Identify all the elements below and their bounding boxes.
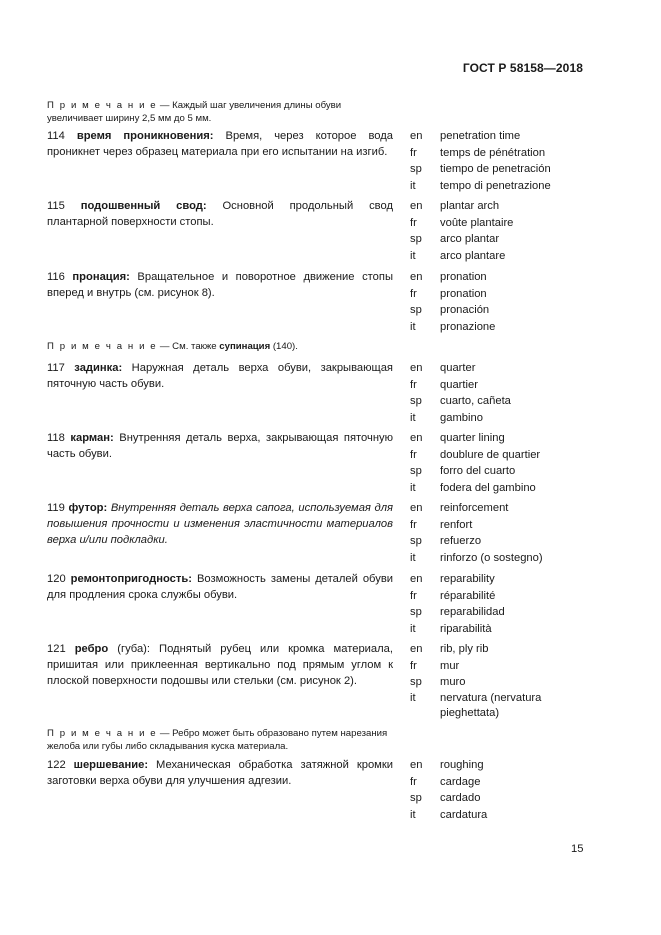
translation-row [410, 360, 580, 377]
translation-term: mur [440, 659, 460, 672]
entry-definition: Внутренняя деталь верха, закрывающая пяточную часть обуви. [47, 432, 393, 460]
translation-row [410, 198, 580, 215]
translation-term: reparability [440, 573, 495, 585]
lang-code: sp [410, 676, 422, 689]
entry-definition: Внутренняя деталь верха сапога, используемая для повышения прочности и изменения эластичности материалов верха и/или подкладки. [47, 502, 394, 546]
translation-row [410, 674, 580, 691]
lang-code: en [410, 130, 423, 142]
note-label: П р и м е ч а н и е [47, 728, 158, 739]
translations-119 [410, 500, 580, 566]
translations-120 [410, 571, 580, 637]
translation-row [410, 248, 580, 265]
term-entry-115 [47, 198, 393, 230]
translations-117 [410, 360, 580, 426]
translation-term: tiempo de penetración [440, 163, 551, 176]
translations-116 [410, 269, 580, 335]
translation-row [410, 410, 580, 427]
translation-row [410, 517, 580, 534]
translation-term: tempo di penetrazione [440, 179, 551, 192]
lang-code: it [410, 691, 416, 704]
translation-term: forro del cuarto [440, 465, 516, 478]
lang-code: en [410, 432, 423, 444]
translation-row [410, 377, 580, 394]
entry-definition: Основной продольный свод плантарной поверхности стопы. [47, 200, 393, 228]
note-label: П р и м е ч а н и е [47, 100, 158, 111]
lang-code: en [410, 643, 423, 655]
translation-row [410, 691, 580, 721]
lang-code: fr [410, 659, 417, 672]
translation-row [410, 161, 580, 178]
entry-term: ремонтопригодность: [70, 573, 192, 585]
note-see-also [47, 340, 395, 353]
translation-row [410, 480, 580, 497]
translation-row [410, 500, 580, 517]
lang-code: sp [410, 395, 422, 408]
translation-term: arco plantar [440, 233, 500, 246]
lang-code: it [410, 481, 416, 494]
translation-term: muro [440, 676, 466, 689]
lang-code: it [410, 808, 416, 821]
translation-term: pronazione [440, 320, 496, 333]
entry-definition: Возможность замены деталей обуви для продления срока службы обуви. [47, 573, 394, 601]
translation-term: reparabilidad [440, 606, 505, 619]
term-entry-122 [47, 757, 393, 789]
translation-term: penetration time [440, 130, 521, 142]
translation-row [410, 621, 580, 638]
entry-term: футор: [68, 502, 108, 514]
lang-code: fr [410, 378, 417, 391]
translation-term: réparabilité [440, 589, 496, 602]
lang-code: fr [410, 146, 417, 159]
translation-row [410, 588, 580, 605]
lang-code: fr [410, 589, 417, 602]
translation-term: rib, ply rib [440, 643, 489, 655]
translation-term: quarter lining [440, 432, 505, 444]
translations-114 [410, 128, 580, 194]
translation-row [410, 533, 580, 550]
lang-code: sp [410, 233, 422, 246]
entry-number: 116 [47, 271, 65, 283]
lang-code: it [410, 551, 416, 564]
translation-term: roughing [440, 759, 484, 771]
translation-term: nervatura (nervatura pieghettata) [440, 691, 542, 719]
entry-definition: (губа): Поднятый рубец или кромка материала, пришитая или приклеенная вертикально под прямым углом к плоской поверхности подошвы или стельки (см. рисунок 2). [47, 643, 393, 687]
lang-code: fr [410, 518, 417, 531]
page-number: 15 [571, 843, 584, 855]
translations-118 [410, 430, 580, 496]
translation-term: quarter [440, 362, 476, 374]
entry-term: подошвенный свод: [80, 200, 207, 212]
translation-term: reinforcement [440, 502, 509, 514]
translation-row [410, 231, 580, 248]
translation-row [410, 128, 580, 145]
translation-row [410, 286, 580, 303]
translations-122 [410, 757, 580, 823]
entry-number: 120 [47, 573, 66, 585]
translation-term: renfort [440, 518, 473, 531]
translations-115 [410, 198, 580, 264]
lang-code: sp [410, 606, 422, 619]
note-text: — Ребро может быть образовано путем нарезания желоба или губы либо складывания куска материала. [47, 728, 388, 752]
translation-term: pronación [440, 304, 490, 317]
term-entry-118 [47, 430, 393, 462]
translation-row [410, 302, 580, 319]
translation-term: pronation [440, 287, 487, 300]
lang-code: sp [410, 304, 422, 317]
entry-term: шершевание: [73, 759, 149, 771]
entry-term: пронация: [72, 271, 130, 283]
entry-number: 122 [47, 759, 66, 771]
entry-term: время проникновения: [76, 130, 214, 142]
translation-row [410, 604, 580, 621]
entry-definition: Наружная деталь верха обуви, закрывающая пяточную часть обуви. [47, 362, 393, 390]
translation-row [410, 807, 580, 824]
lang-code: it [410, 320, 416, 333]
translation-row [410, 269, 580, 286]
lang-code: fr [410, 448, 417, 461]
translation-term: riparabilità [440, 622, 492, 635]
lang-code: en [410, 271, 423, 283]
translation-term: fodera del gambino [440, 481, 536, 494]
lang-code: fr [410, 216, 417, 229]
term-entry-120 [47, 571, 393, 603]
translation-row [410, 641, 580, 658]
entry-number: 117 [47, 362, 65, 374]
translation-row [410, 145, 580, 162]
note-rib [47, 727, 395, 753]
lang-code: sp [410, 535, 422, 548]
note-step-width [47, 99, 395, 125]
translation-row [410, 215, 580, 232]
entry-number: 118 [47, 432, 65, 444]
lang-code: en [410, 362, 423, 374]
standard-header: ГОСТ Р 58158—2018 [462, 61, 583, 75]
note-term: супинация [219, 341, 271, 352]
translation-row [410, 550, 580, 567]
lang-code: sp [410, 163, 422, 176]
translation-row [410, 430, 580, 447]
translation-term: voûte plantaire [440, 216, 514, 229]
translation-row [410, 790, 580, 807]
entry-definition: Вращательное и поворотное движение стопы вперед и внутрь (см. рисунок 8). [47, 271, 393, 299]
lang-code: fr [410, 775, 417, 788]
translation-row [410, 658, 580, 675]
translation-term: refuerzo [440, 535, 482, 548]
term-entry-119 [47, 500, 393, 548]
translation-term: rinforzo (o sostegno) [440, 551, 543, 564]
lang-code: it [410, 179, 416, 192]
translation-term: cardatura [440, 808, 488, 821]
term-entry-116 [47, 269, 393, 301]
translation-term: cardado [440, 792, 481, 805]
lang-code: sp [410, 792, 422, 805]
term-entry-121 [47, 641, 393, 689]
translation-row [410, 757, 580, 774]
translation-row [410, 319, 580, 336]
entry-term: задинка: [74, 362, 123, 374]
lang-code: en [410, 200, 423, 212]
translation-term: doublure de quartier [440, 448, 541, 461]
translation-row [410, 393, 580, 410]
lang-code: it [410, 622, 416, 635]
lang-code: en [410, 759, 423, 771]
note-text: — Каждый шаг увеличения длины обуви увеличивает ширину 2,5 мм до 5 мм. [47, 100, 342, 124]
lang-code: en [410, 573, 423, 585]
term-entry-117 [47, 360, 393, 392]
translation-term: quartier [440, 378, 478, 391]
translation-term: cardage [440, 775, 481, 788]
translation-term: gambino [440, 411, 483, 424]
entry-number: 119 [47, 502, 65, 514]
translation-term: arco plantare [440, 249, 506, 262]
translation-row [410, 571, 580, 588]
translation-row [410, 463, 580, 480]
entry-term: карман: [70, 432, 114, 444]
term-entry-114 [47, 128, 393, 160]
translation-term: plantar arch [440, 200, 500, 212]
translation-term: temps de pénétration [440, 146, 546, 159]
lang-code: it [410, 411, 416, 424]
entry-number: 114 [47, 130, 65, 142]
entry-term: ребро [74, 643, 109, 655]
entry-number: 115 [47, 200, 65, 212]
entry-number: 121 [47, 643, 66, 655]
lang-code: en [410, 502, 423, 514]
lang-code: sp [410, 465, 422, 478]
translation-row [410, 178, 580, 195]
lang-code: fr [410, 287, 417, 300]
note-text-after: (140). [270, 341, 298, 352]
entry-definition: Время, через которое вода проникнет через образец материала при его испытании на изгиб. [47, 130, 393, 158]
translation-row [410, 447, 580, 464]
lang-code: it [410, 249, 416, 262]
translation-term: cuarto, cañeta [440, 395, 511, 408]
note-text: — См. также [157, 341, 220, 352]
note-label: П р и м е ч а н и е [47, 341, 158, 352]
translation-term: pronation [440, 271, 487, 283]
entry-definition: Механическая обработка затяжной кромки заготовки верха обуви для улучшения адгезии. [47, 759, 394, 787]
translation-row [410, 774, 580, 791]
translations-121 [410, 641, 580, 721]
